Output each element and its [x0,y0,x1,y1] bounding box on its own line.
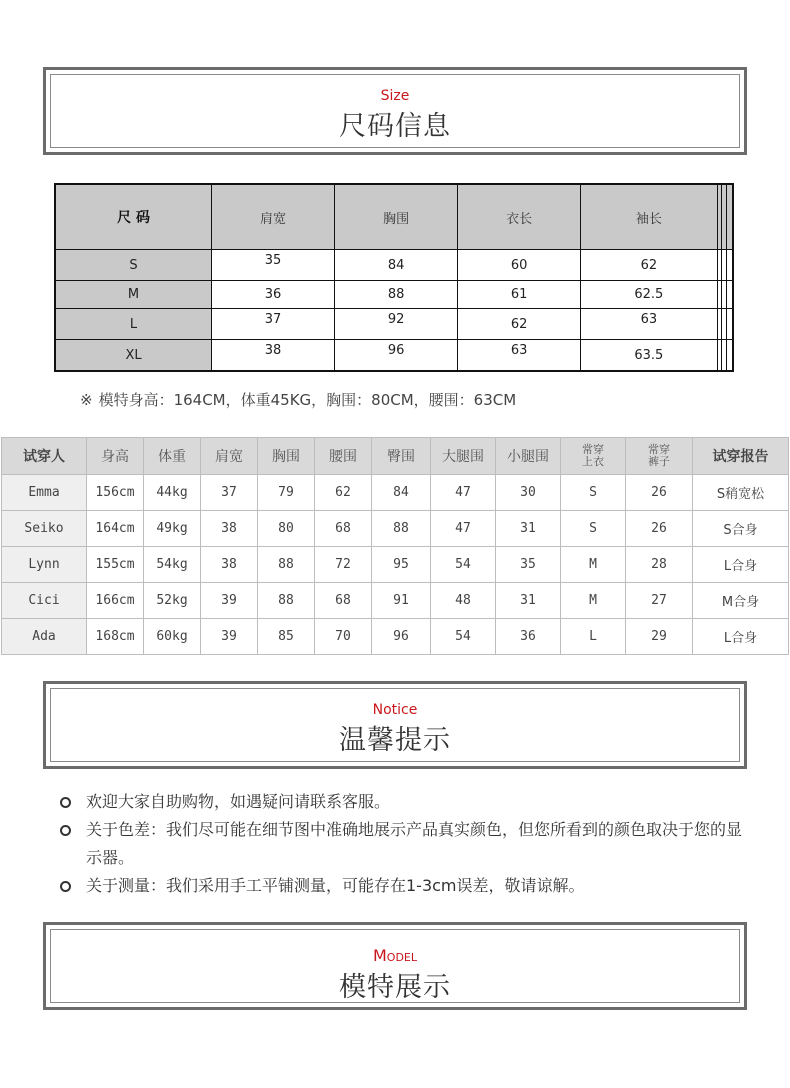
fit-header-cell: 常穿 上衣 [561,438,626,475]
fit-header-cell: 肩宽 [201,438,258,475]
size-label: L [55,309,212,340]
fit-cell: 38 [201,547,258,583]
notice-banner [43,681,747,769]
fit-cell: M [561,547,626,583]
fit-header-cell: 常穿 裤子 [626,438,693,475]
list-item [60,872,750,900]
size-cell: 96 [335,340,458,372]
model-note-text: 模特身高：164CM，体重45KG，胸围：80CM，腰围：63CM [98,391,517,409]
size-cell [726,340,733,372]
fit-cell: L [561,619,626,655]
fit-cell: 39 [201,619,258,655]
size-label: S [55,250,212,281]
fit-cell: 164cm [87,511,144,547]
tester-name: Cici [2,583,87,619]
size-cell: 62 [581,250,717,281]
fit-cell: 47 [431,511,496,547]
fit-cell: 62 [315,475,372,511]
notice-text: 关于测量：我们采用手工平铺测量，可能存在1-3cm误差，敬请谅解。 [86,876,585,895]
model-banner-title: 模特展示 [339,972,451,1003]
notice-text: 欢迎大家自助购物，如遇疑问请联系客服。 [86,792,391,811]
fit-cell: 88 [372,511,431,547]
reference-mark: ※ [80,391,93,409]
fit-cell: 28 [626,547,693,583]
notice-banner-en: Notice [372,702,418,718]
notice-text: 关于色差：我们尽可能在细节图中准确地展示产品真实颜色，但您所看到的颜色取决于您的显示器。 [86,820,743,867]
list-item [60,816,750,872]
size-cell: 63 [581,309,717,340]
size-table [54,183,734,372]
tester-name: Ada [2,619,87,655]
fit-cell: 31 [496,583,561,619]
size-cell [726,309,733,340]
fitting-report-table [1,437,789,655]
size-cell: 61 [458,281,581,309]
fit-report: L合身 [693,619,789,655]
fit-cell: 91 [372,583,431,619]
fit-cell: 60kg [144,619,201,655]
size-cell [726,281,733,309]
fit-cell: 35 [496,547,561,583]
bullet-icon [60,797,71,808]
fit-cell: 26 [626,511,693,547]
fit-cell: M [561,583,626,619]
bullet-icon [60,881,71,892]
size-cell: 35 [212,250,335,281]
table-row [2,547,789,583]
size-header-cell: 袖长 [581,184,717,250]
model-measurement-note [80,389,516,410]
size-cell: 63 [458,340,581,372]
fit-cell: 70 [315,619,372,655]
fit-cell: S [561,511,626,547]
size-label: XL [55,340,212,372]
notice-list [60,788,750,900]
fit-cell: 48 [431,583,496,619]
fit-cell: 27 [626,583,693,619]
fit-header-cell: 胸围 [258,438,315,475]
fit-cell: 52kg [144,583,201,619]
fit-cell: 29 [626,619,693,655]
fit-cell: 166cm [87,583,144,619]
fit-report: S稍宽松 [693,475,789,511]
fit-cell: 54 [431,547,496,583]
tester-name: Seiko [2,511,87,547]
fit-cell: 84 [372,475,431,511]
list-item [60,788,750,816]
size-header-cell: 尺 码 [55,184,212,250]
fit-cell: 96 [372,619,431,655]
size-cell [726,250,733,281]
table-row [2,619,789,655]
fit-report: S合身 [693,511,789,547]
fit-cell: 37 [201,475,258,511]
table-row [2,475,789,511]
fit-cell: 68 [315,583,372,619]
fit-cell: 54kg [144,547,201,583]
fit-header-cell: 大腿围 [431,438,496,475]
fit-cell: 47 [431,475,496,511]
fit-cell: 72 [315,547,372,583]
fit-cell: 49kg [144,511,201,547]
model-banner-en: Model [372,946,417,965]
fit-header-cell: 臀围 [372,438,431,475]
table-row [55,250,733,281]
table-row [2,511,789,547]
fit-report: L合身 [693,547,789,583]
fitting-table-header [2,438,789,475]
table-row [2,583,789,619]
fit-cell: 79 [258,475,315,511]
tester-name: Emma [2,475,87,511]
size-cell: 63.5 [581,340,717,372]
fit-header-cell: 小腿围 [496,438,561,475]
table-row [55,281,733,309]
fit-cell: 54 [431,619,496,655]
size-cell: 60 [458,250,581,281]
fit-cell: 80 [258,511,315,547]
fit-header-cell: 体重 [144,438,201,475]
bullet-icon [60,825,71,836]
fit-cell: 156cm [87,475,144,511]
fit-header-cell: 腰围 [315,438,372,475]
size-cell: 37 [212,309,335,340]
size-cell: 36 [212,281,335,309]
size-cell: 84 [335,250,458,281]
fit-cell: S [561,475,626,511]
fit-cell: 85 [258,619,315,655]
fit-cell: 26 [626,475,693,511]
fit-cell: 44kg [144,475,201,511]
fit-cell: 88 [258,547,315,583]
size-cell: 92 [335,309,458,340]
size-header-cell: 肩宽 [212,184,335,250]
size-cell: 62 [458,309,581,340]
size-header-cell [726,184,733,250]
size-header-cell: 衣长 [458,184,581,250]
fit-cell: 95 [372,547,431,583]
fit-cell: 36 [496,619,561,655]
notice-banner-title: 温馨提示 [339,725,451,756]
fit-header-cell: 身高 [87,438,144,475]
table-row [55,309,733,340]
size-table-header [55,184,733,250]
fit-cell: 30 [496,475,561,511]
fit-cell: 88 [258,583,315,619]
size-header-cell: 胸围 [335,184,458,250]
fit-header-cell: 试穿报告 [693,438,789,475]
table-row [55,340,733,372]
model-banner [43,922,747,1010]
size-banner [43,67,747,155]
fit-cell: 38 [201,511,258,547]
size-cell: 62.5 [581,281,717,309]
fit-cell: 31 [496,511,561,547]
size-banner-en: Size [380,88,410,104]
fit-cell: 68 [315,511,372,547]
fit-cell: 155cm [87,547,144,583]
size-label: M [55,281,212,309]
fit-cell: 168cm [87,619,144,655]
fit-report: M合身 [693,583,789,619]
size-banner-title: 尺码信息 [339,111,451,142]
size-cell: 88 [335,281,458,309]
size-cell: 38 [212,340,335,372]
tester-name: Lynn [2,547,87,583]
fit-header-cell: 试穿人 [2,438,87,475]
fit-cell: 39 [201,583,258,619]
